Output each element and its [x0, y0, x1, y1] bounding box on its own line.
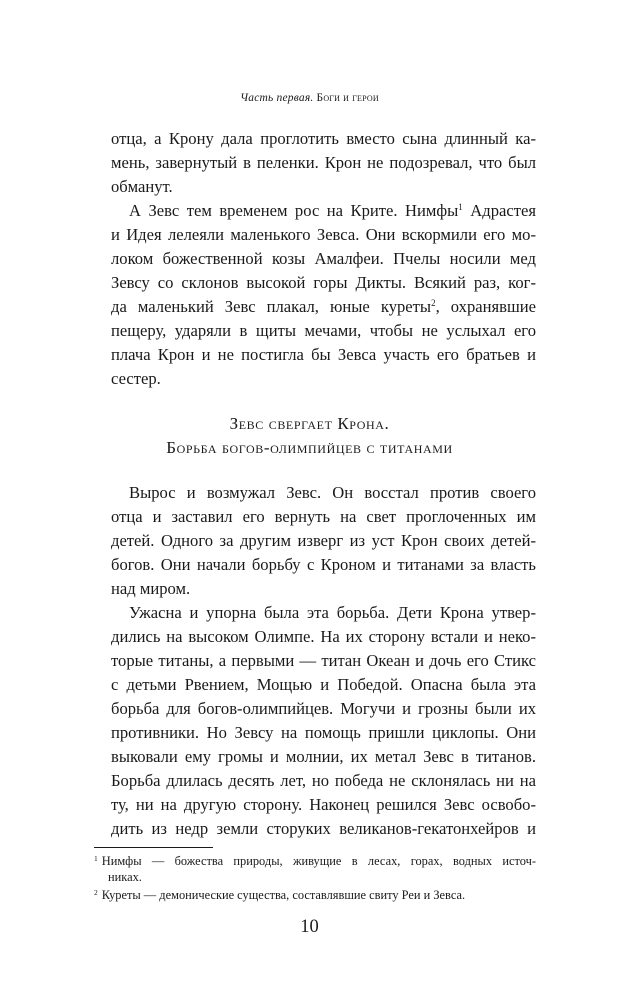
- footnote-mark: 2: [94, 888, 98, 897]
- text-line: дились на высоком Олимпе. На их сторону встали и неко-: [111, 627, 536, 646]
- text-line: плача Крон и не постигла бы Зевса участь его братьев и: [111, 345, 536, 364]
- text-line: с детьми Рвением, Мощью и Победой. Опасна была эта: [111, 675, 536, 694]
- text-line: Зевсу со склонов высокой горы Дикты. Всякий раз, ког-: [111, 273, 536, 292]
- text-line: торые титаны, а первыми — титан Океан и дочь его Стикс: [111, 651, 536, 670]
- text-line: выковали ему громы и молнии, их метал Зевс в титанов.: [111, 747, 536, 766]
- text-line: отца, а Крону дала проглотить вместо сына длинный ка-: [111, 129, 536, 148]
- footnote-ref[interactable]: 1: [458, 202, 463, 212]
- footnote-1-continuation: никах.: [108, 870, 142, 884]
- running-head-part: Часть первая.: [240, 92, 314, 104]
- text-line: пещеру, ударяли в щиты мечами, чтобы не услыхал его: [111, 321, 536, 340]
- text-line: да маленький Зевс плакал, юные куреты$^2$, охранявшие: [111, 297, 537, 316]
- text-line: сестер.: [111, 369, 161, 388]
- footnote-rule: [94, 847, 213, 848]
- section-heading-line-2: Борьба богов-олимпийцев с титанами: [166, 438, 453, 457]
- text-line: обманут.: [111, 177, 173, 196]
- text-line: локом божественной козы Амалфеи. Пчелы носили мед: [111, 249, 536, 268]
- text-line: противники. Но Зевсу на помощь пришли циклопы. Они: [111, 723, 536, 742]
- text-line: Борьба длилась десять лет, но победа не склонялась ни на: [111, 771, 536, 790]
- text-line: Ужасна и упорна была эта борьба. Дети Крона утвер-: [129, 603, 536, 622]
- running-head: [0, 92, 619, 104]
- text-line: борьба для богов-олимпийцев. Могучи и грозны были их: [111, 699, 536, 718]
- text-line: дить из недр земли сторуких великанов-гекатонхейров и: [111, 819, 536, 838]
- section-heading-line-1: Зевс свергает Крона.: [229, 414, 390, 433]
- text-line: отца и заставил его вернуть на свет проглоченных им: [111, 507, 536, 526]
- text-line: Вырос и возмужал Зевс. Он восстал против своего: [129, 483, 536, 502]
- footnote-mark: 1: [94, 854, 98, 863]
- text-line: ту, ни на другую сторону. Наконец решился Зевс освобо-: [111, 795, 536, 814]
- text-line: над миром.: [111, 579, 191, 598]
- text-line: и Идея лелеяли маленького Зевса. Они вскормили его мо-: [111, 225, 536, 244]
- page-number: 10: [300, 917, 319, 937]
- text-line: А Зевс тем временем рос на Крите. Нимфы$^1$ Адрастея: [129, 201, 536, 220]
- footnote-2: $^2$ Куреты — демонические существа, составлявшие свиту Реи и Зевса.: [94, 888, 466, 902]
- text-line: мень, завернутый в пеленки. Крон не подозревал, что был: [111, 153, 536, 172]
- footnote-1: $^1$ Нимфы — божества природы, живущие в лесах, горах, водных источ-: [94, 854, 536, 868]
- text-line: богов. Они начали борьбу с Кроном и титанами за власть: [111, 555, 536, 574]
- footnote-ref[interactable]: 2: [431, 298, 436, 308]
- text-line: детей. Одного за другим изверг из уст Крон своих детей-: [111, 531, 536, 550]
- running-head-title: Боги и герои: [316, 92, 379, 104]
